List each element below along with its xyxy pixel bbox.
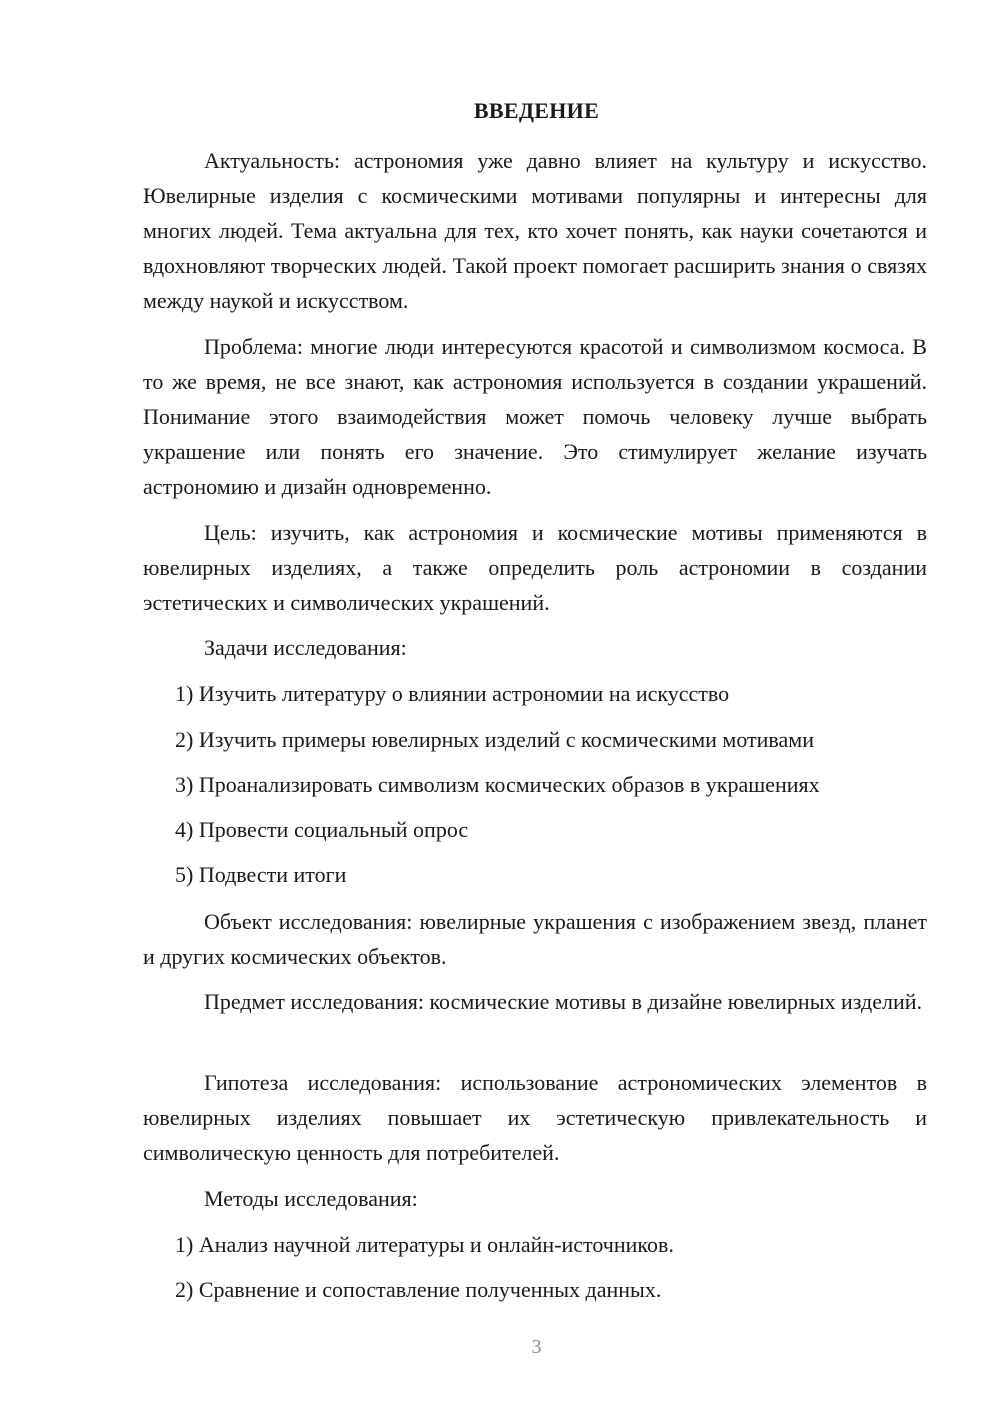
task-item: 5) Подвести итоги <box>175 862 347 887</box>
object-paragraph: Объект исследования: ювелирные украшения с изображением звезд, планет и других космических объектов. <box>143 909 927 969</box>
methods-heading: Методы исследования: <box>204 1186 418 1211</box>
problem-paragraph: Проблема: многие люди интересуются красотой и символизмом космоса. В то же время, не все знают, как астрономия используется в создании украшений. Понимание этого взаимодействия может помочь человеку лучше выбрать украшение или понять его значение. Это стимулирует желание изучать астрономию и дизайн одновременно. <box>143 334 927 499</box>
goal-paragraph: Цель: изучить, как астрономия и космические мотивы применяются в ювелирных изделиях, а также определить роль астрономии в создании эстетических и символических украшений. <box>143 520 927 615</box>
method-item: 2) Сравнение и сопоставление полученных данных. <box>175 1277 662 1302</box>
page-number: 3 <box>531 1336 542 1358</box>
task-item: 4) Провести социальный опрос <box>175 817 469 842</box>
relevance-paragraph: Актуальность: астрономия уже давно влияет на культуру и искусство. Ювелирные изделия с космическими мотивами популярны и интересны для многих людей. Тема актуальна для тех, кто хочет понять, как науки сочетаются и вдохновляют творческих людей. Такой проект помогает расширить знания о связях между наукой и искусством. <box>143 148 927 313</box>
task-item: 1) Изучить литературу о влиянии астрономии на искусство <box>175 681 730 706</box>
section-title: ВВЕДЕНИЕ <box>473 98 600 123</box>
subject-paragraph: Предмет исследования: космические мотивы в дизайне ювелирных изделий. <box>204 989 923 1014</box>
task-item: 2) Изучить примеры ювелирных изделий с космическими мотивами <box>175 727 814 752</box>
method-item: 1) Анализ научной литературы и онлайн-источников. <box>175 1232 674 1257</box>
task-item: 3) Проанализировать символизм космических образов в украшениях <box>175 772 820 797</box>
hypothesis-paragraph: Гипотеза исследования: использование астрономических элементов в ювелирных изделиях повышает их эстетическую привлекательность и символическую ценность для потребителей. <box>143 1070 927 1165</box>
tasks-heading: Задачи исследования: <box>204 635 407 660</box>
